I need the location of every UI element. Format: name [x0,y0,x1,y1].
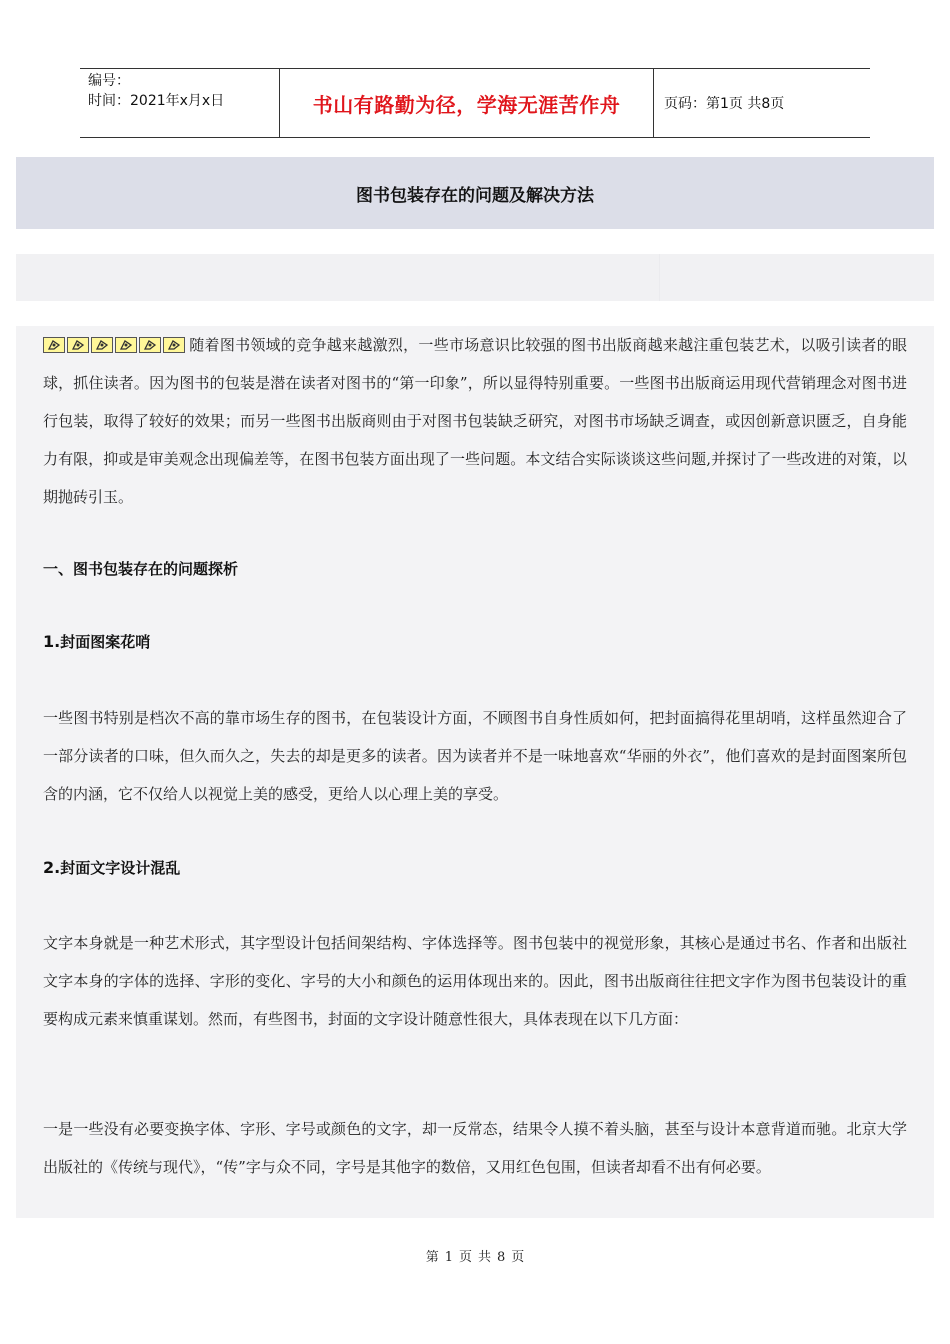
footer-page-number: 1 [444,1250,453,1265]
header-meta [80,69,280,137]
footer-word: 页 [458,1250,472,1265]
decor-icon [67,337,89,353]
header-motto-cell [280,69,654,137]
footer-total-pages: 8 [497,1250,506,1265]
heading-text: 封面文字设计混乱 [60,859,181,877]
page-title: 图书包装存在的问题及解决方法 [356,185,594,206]
title-band [16,157,934,229]
decor-icon [91,337,113,353]
heading-cover-pattern [43,631,150,652]
decor-icon [139,337,161,353]
paragraph-intro-text: 随着图书领域的竞争越来越激烈，一些市场意识比较强的图书出版商越来越注重包装艺术，以吸引读者的眼球，抓住读者。因为图书的包装是潜在读者对图书的“第一印象”，所以显得特别重要。一些图书出版商运用现代营销理念对图书进行包装，取得了较好的效果；而另一些图书出版商则由于对图书包装缺乏研究，对图书市场缺乏调查，或因创新意识匮乏，自身能力有限，抑或是审美观念出现偏差等，在图书包装方面出现了一些问题。本文结合实际谈谈这些问题,并探讨了一些改进的对策，以期抛砖引玉。 [43,336,907,506]
band-divider [659,254,660,301]
decor-icon [163,337,185,353]
serial-label: 编号： [88,73,130,89]
footer-word: 页 [511,1250,525,1265]
blank-band [16,254,934,301]
paragraph-intro [43,326,907,516]
heading-cover-text [43,857,180,878]
date-label: 时间：2021年x月x日 [88,93,225,109]
paragraph-cover-text: 文字本身就是一种艺术形式，其字型设计包括间架结构、字体选择等。图书包装中的视觉形象，其核心是通过书名、作者和出版社文字本身的字体的选择、字形的变化、字号的大小和颜色的运用体现出来的。因此，图书出版商往往把文字作为图书包装设计的重要构成元素来慎重谋划。然而，有些图书，封面的文字设计随意性很大，具体表现在以下几方面： [43,934,907,1028]
decor-icons [43,337,187,353]
footer-word: 第 [425,1250,439,1265]
heading-section-1: 一、图书包装存在的问题探析 [43,560,239,578]
page-info: 页码：第1页 共8页 [664,96,785,112]
footer-word: 共 [478,1250,492,1265]
header-table [80,68,870,138]
motto: 书山有路勤为径，学海无涯苦作舟 [312,92,621,117]
heading-number: 1. [43,632,61,651]
decor-icon [43,337,65,353]
decor-icon [115,337,137,353]
heading-text: 封面图案花哨 [60,633,151,651]
heading-number: 2. [43,858,61,877]
paragraph-cover-pattern: 一些图书特别是档次不高的靠市场生存的图书，在包装设计方面，不顾图书自身性质如何，把封面搞得花里胡哨，这样虽然迎合了一部分读者的口味，但久而久之，失去的却是更多的读者。因为读者并不是一味地喜欢“华丽的外衣”，他们喜欢的是封面图案所包含的内涵，它不仅给人以视觉上美的感受，更给人以心理上美的享受。 [43,709,907,803]
paragraph-example: 一是一些没有必要变换字体、字形、字号或颜色的文字，却一反常态，结果令人摸不着头脑，甚至与设计本意背道而驰。北京大学出版社的《传统与现代》，“传”字与众不同，字号是其他字的数倍，又用红色包围，但读者却看不出有何必要。 [43,1120,907,1176]
article-body [16,326,934,1218]
page-footer [0,1246,950,1265]
